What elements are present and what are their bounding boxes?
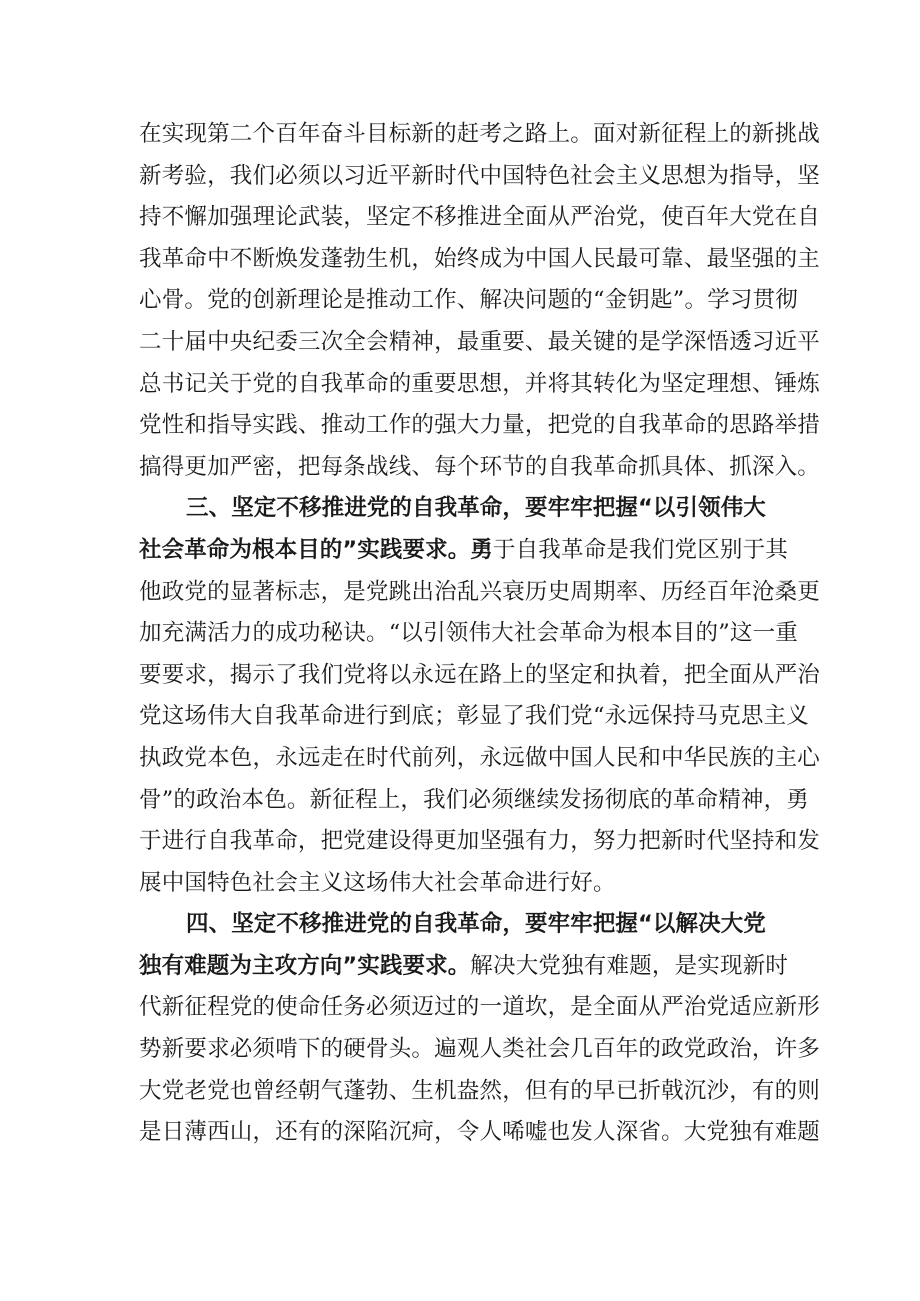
text-run: 解决大党独有难题，是实现新时: [470, 952, 789, 979]
text-line: 执政党本色，永远走在时代前列，永远做中国人民和中华民族的主心: [139, 744, 821, 771]
section-heading-continued: 独有难题为主攻方向”实践要求。: [139, 952, 471, 979]
text-line: [139, 530, 799, 572]
paragraph-section-three: [139, 488, 821, 904]
text-line: 他政党的显著标志，是党跳出治乱兴衰历史周期率、历经百年沧桑更: [139, 578, 821, 605]
text-line: 心骨。党的创新理论是推动工作、解决问题的“金钥匙”。学习贯彻: [139, 287, 799, 314]
text-line: 加充满活力的成功秘诀。“以引领伟大社会革命为根本目的”这一重: [139, 620, 799, 647]
document-body: [139, 114, 821, 1154]
text-line: 在实现第二个百年奋斗目标新的赶考之路上。面对新征程上的新挑战: [139, 121, 821, 147]
text-line: 代新征程党的使命任务必须迈过的一道坎，是全面从严治党适应新形: [139, 994, 821, 1021]
text-line: 骨”的政治本色。新征程上，我们必须继续发扬彻底的革命精神，勇: [139, 786, 810, 813]
text-line: 二十届中央纪委三次全会精神，最重要、最关键的是学深悟透习近平: [139, 328, 821, 355]
paragraph-1: [139, 114, 821, 488]
text-line: 党性和指导实践、推动工作的强大力量，把党的自我革命的思路举措: [139, 412, 821, 439]
text-line: 我革命中不断焕发蓬勃生机，始终成为中国人民最可靠、最坚强的主: [139, 245, 821, 272]
text-line: 势新要求必须啃下的硬骨头。遍观人类社会几百年的政党政治，许多: [139, 1036, 821, 1063]
text-line: 要要求，揭示了我们党将以永远在路上的坚定和执着，把全面从严治: [139, 661, 821, 688]
text-line: 大党老党也曾经朝气蓬勃、生机盎然，但有的早已折戟沉沙，有的则: [139, 1077, 821, 1104]
text-line: 党这场伟大自我革命进行到底；彰显了我们党“永远保持马克思主义: [139, 703, 810, 730]
text-line: 新考验，我们必须以习近平新时代中国特色社会主义思想为指导，坚: [139, 162, 821, 189]
text-line: 总书记关于党的自我革命的重要思想，并将其转化为坚定理想、锤炼: [139, 370, 821, 397]
text-line: 展中国特色社会主义这场伟大社会革命进行好。: [139, 869, 616, 896]
text-line: 是日薄西山，还有的深陷沉疴，令人唏嘘也发人深省。大党独有难题: [139, 1119, 821, 1146]
text-line: 于进行自我革命，把党建设得更加坚强有力，努力把新时代坚持和发: [139, 828, 821, 855]
text-run: 于自我革命是我们党区别于其: [492, 536, 788, 563]
text-line: 持不懈加强理论武装，坚定不移推进全面从严治党，使百年大党在自: [139, 204, 821, 231]
section-heading: 三、坚定不移推进党的自我革命，要牢牢把握“以引领伟大: [186, 495, 766, 522]
paragraph-section-four: [139, 904, 821, 1154]
text-line: [139, 946, 799, 988]
text-line: 搞得更加严密，把每条战线、每个环节的自我革命抓具体、抓深入。: [139, 453, 821, 480]
section-heading: 四、坚定不移推进党的自我革命，要牢牢把握“以解决大党: [186, 911, 766, 938]
section-heading-continued: 社会革命为根本目的”实践要求。勇: [139, 536, 493, 563]
